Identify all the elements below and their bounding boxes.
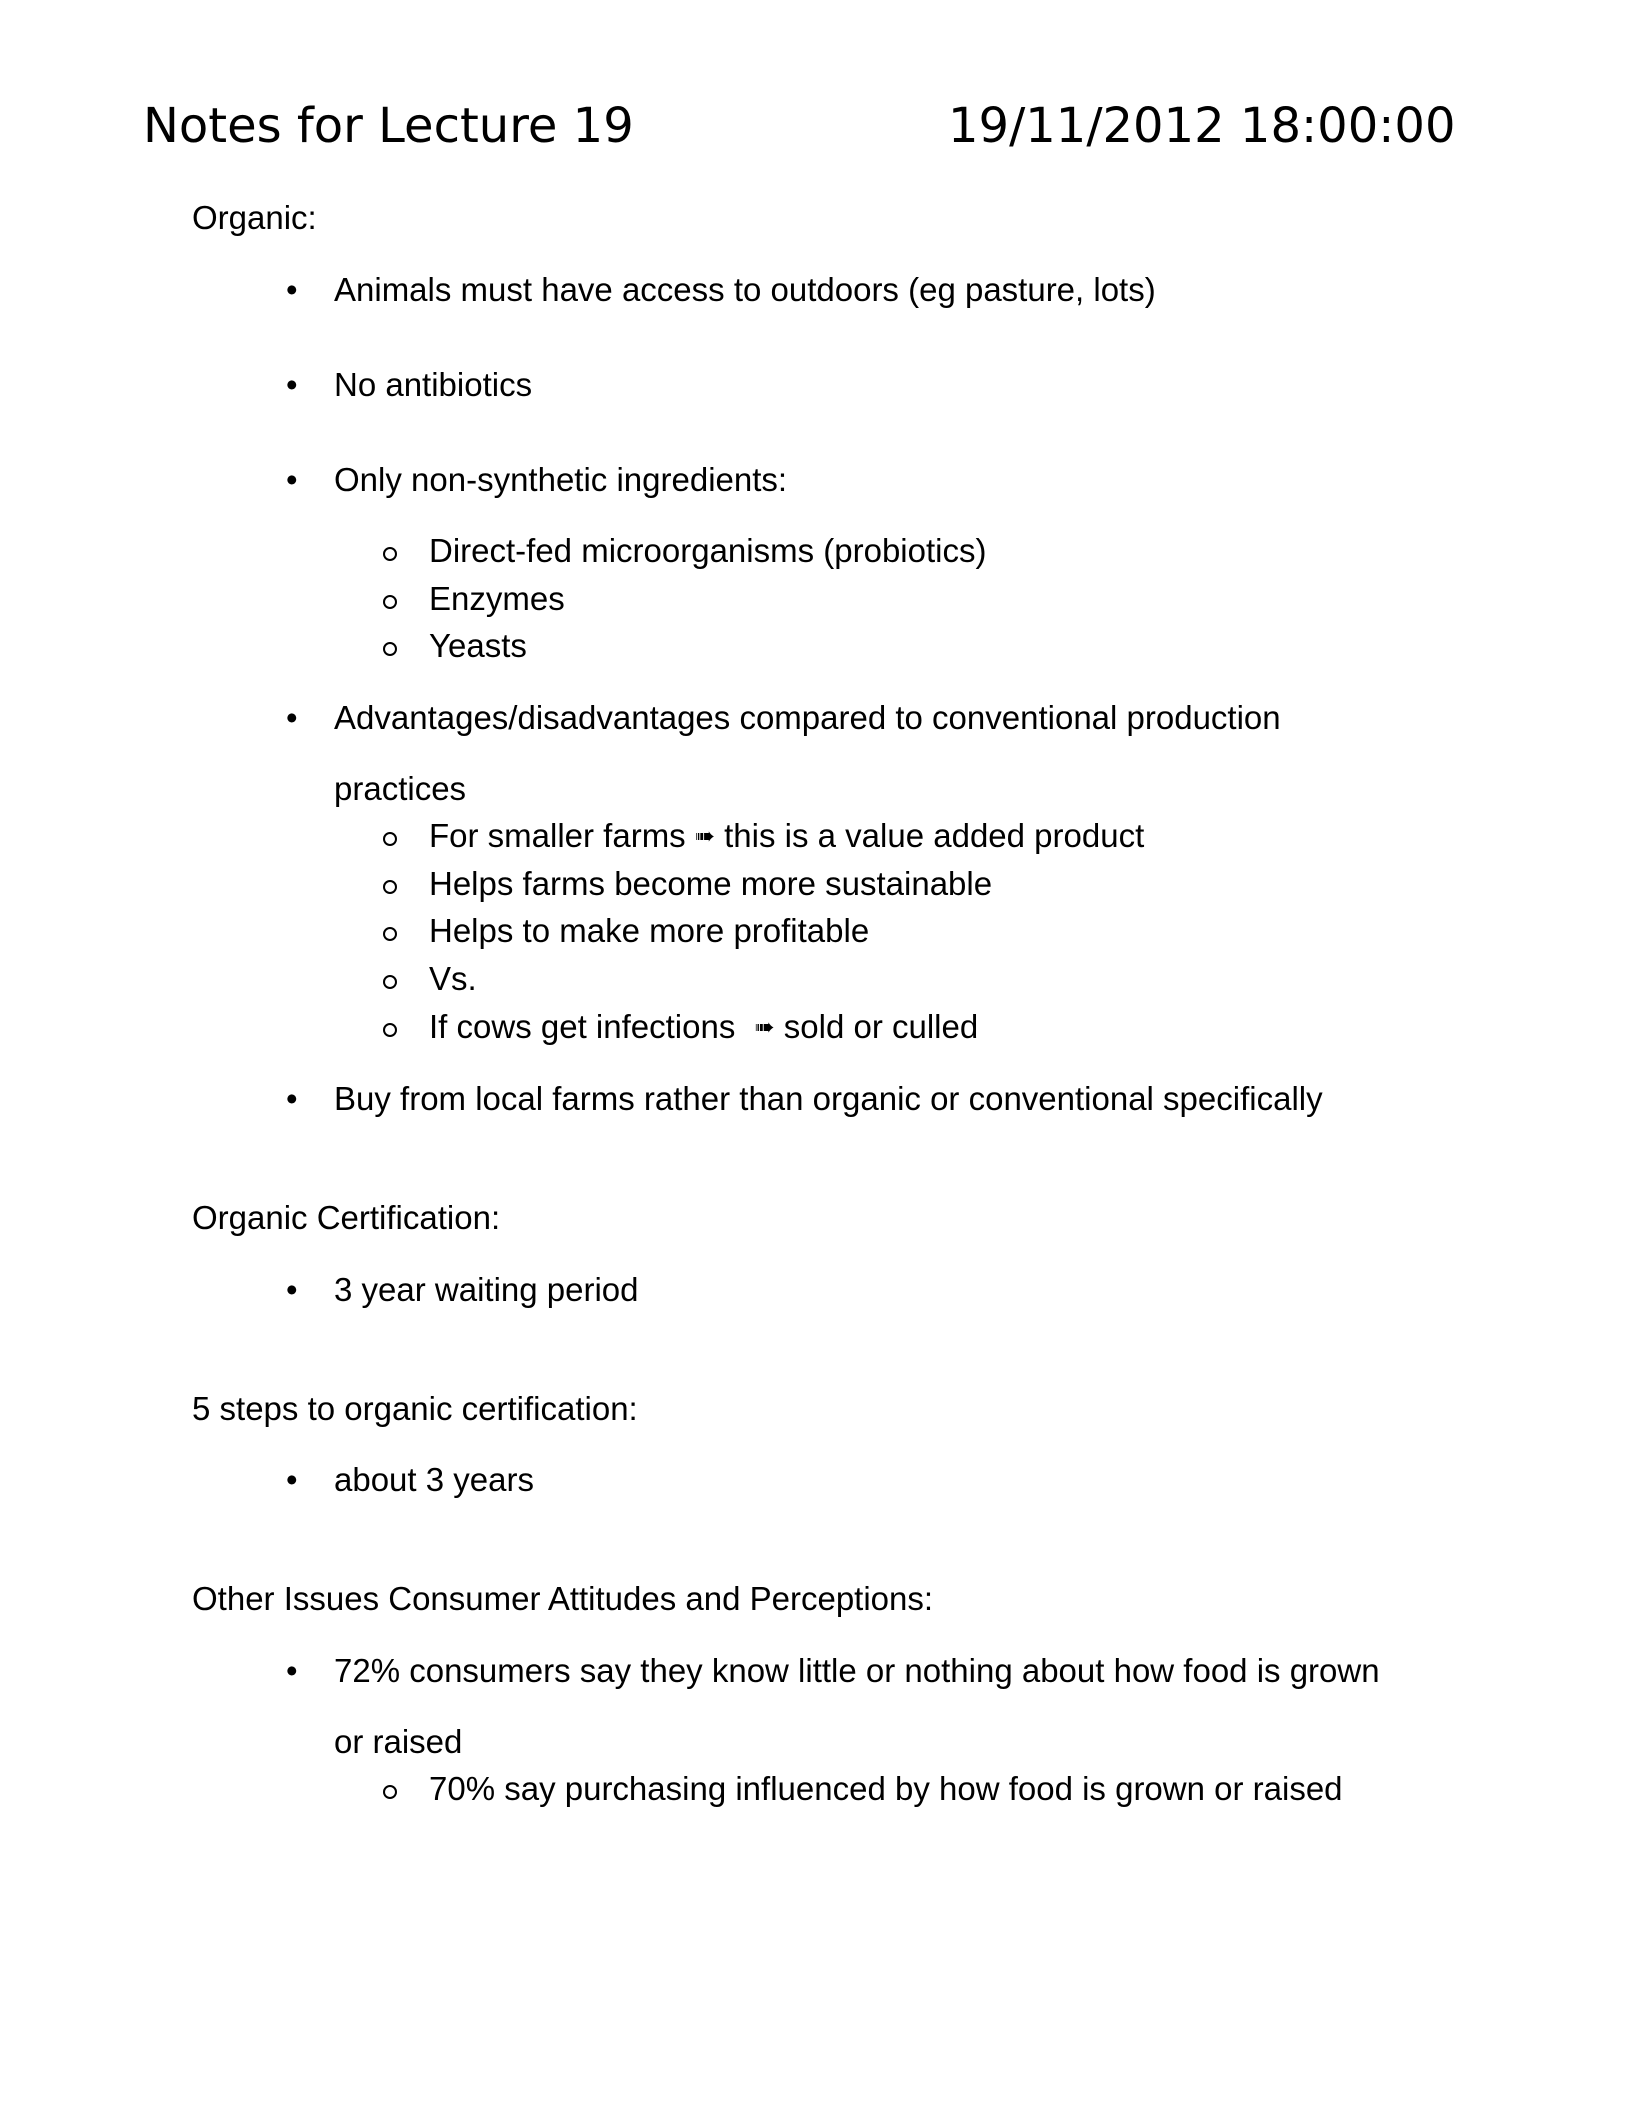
sub-list-item: [429, 1007, 978, 1047]
bullet-marker: •: [286, 699, 298, 736]
bullet-marker: •: [286, 1080, 298, 1117]
sub-list-item: Yeasts: [429, 627, 527, 664]
sub-list-item: Helps farms become more sustainable: [429, 865, 993, 902]
list-item: Only non-synthetic ingredients:: [334, 461, 788, 498]
sub-list-item: [429, 816, 1144, 856]
arrow-icon: ➠: [694, 822, 715, 850]
sub-list-item-text: If cows get infections: [429, 1008, 736, 1045]
sub-list-item: 70% say purchasing influenced by how food is grown or raised: [429, 1770, 1343, 1807]
sub-bullet-marker: [383, 927, 397, 941]
page-title: Notes for Lecture 19: [143, 98, 634, 154]
list-item: Buy from local farms rather than organic or conventional specifically: [334, 1080, 1323, 1117]
list-item: Animals must have access to outdoors (eg pasture, lots): [334, 271, 1156, 308]
bullet-marker: •: [286, 1271, 298, 1308]
sub-bullet-marker: [383, 547, 397, 561]
sub-bullet-marker: [383, 1023, 397, 1037]
list-item-continuation: or raised: [334, 1723, 463, 1760]
sub-bullet-marker: [383, 1785, 397, 1799]
page-timestamp: 19/11/2012 18:00:00: [948, 98, 1456, 154]
list-item: about 3 years: [334, 1461, 534, 1498]
sub-list-item-text: this is a value added product: [724, 817, 1145, 854]
sub-list-item-text: sold or culled: [783, 1008, 979, 1045]
section-heading-other: Other Issues Consumer Attitudes and Perceptions:: [192, 1580, 934, 1617]
bullet-marker: •: [286, 461, 298, 498]
section-heading-steps: 5 steps to organic certification:: [192, 1390, 638, 1427]
bullet-marker: •: [286, 1652, 298, 1689]
bullet-marker: •: [286, 271, 298, 308]
list-item: Advantages/disadvantages compared to conventional production: [334, 699, 1281, 736]
list-item-continuation: practices: [334, 770, 467, 807]
list-item: No antibiotics: [334, 366, 533, 403]
arrow-icon: ➠: [754, 1013, 775, 1041]
sub-list-item-text: For smaller farms: [429, 817, 686, 854]
section-heading-organic: Organic:: [192, 199, 317, 236]
section-heading-certification: Organic Certification:: [192, 1199, 501, 1236]
sub-bullet-marker: [383, 832, 397, 846]
sub-bullet-marker: [383, 642, 397, 656]
sub-list-item: Enzymes: [429, 580, 565, 617]
sub-bullet-marker: [383, 880, 397, 894]
sub-list-item: Direct-fed microorganisms (probiotics): [429, 532, 987, 569]
list-item: 72% consumers say they know little or nothing about how food is grown: [334, 1652, 1380, 1689]
sub-list-item: Helps to make more profitable: [429, 912, 870, 949]
sub-bullet-marker: [383, 595, 397, 609]
sub-list-item: Vs.: [429, 960, 477, 997]
bullet-marker: •: [286, 1461, 298, 1498]
sub-bullet-marker: [383, 975, 397, 989]
list-item: 3 year waiting period: [334, 1271, 639, 1308]
bullet-marker: •: [286, 366, 298, 403]
